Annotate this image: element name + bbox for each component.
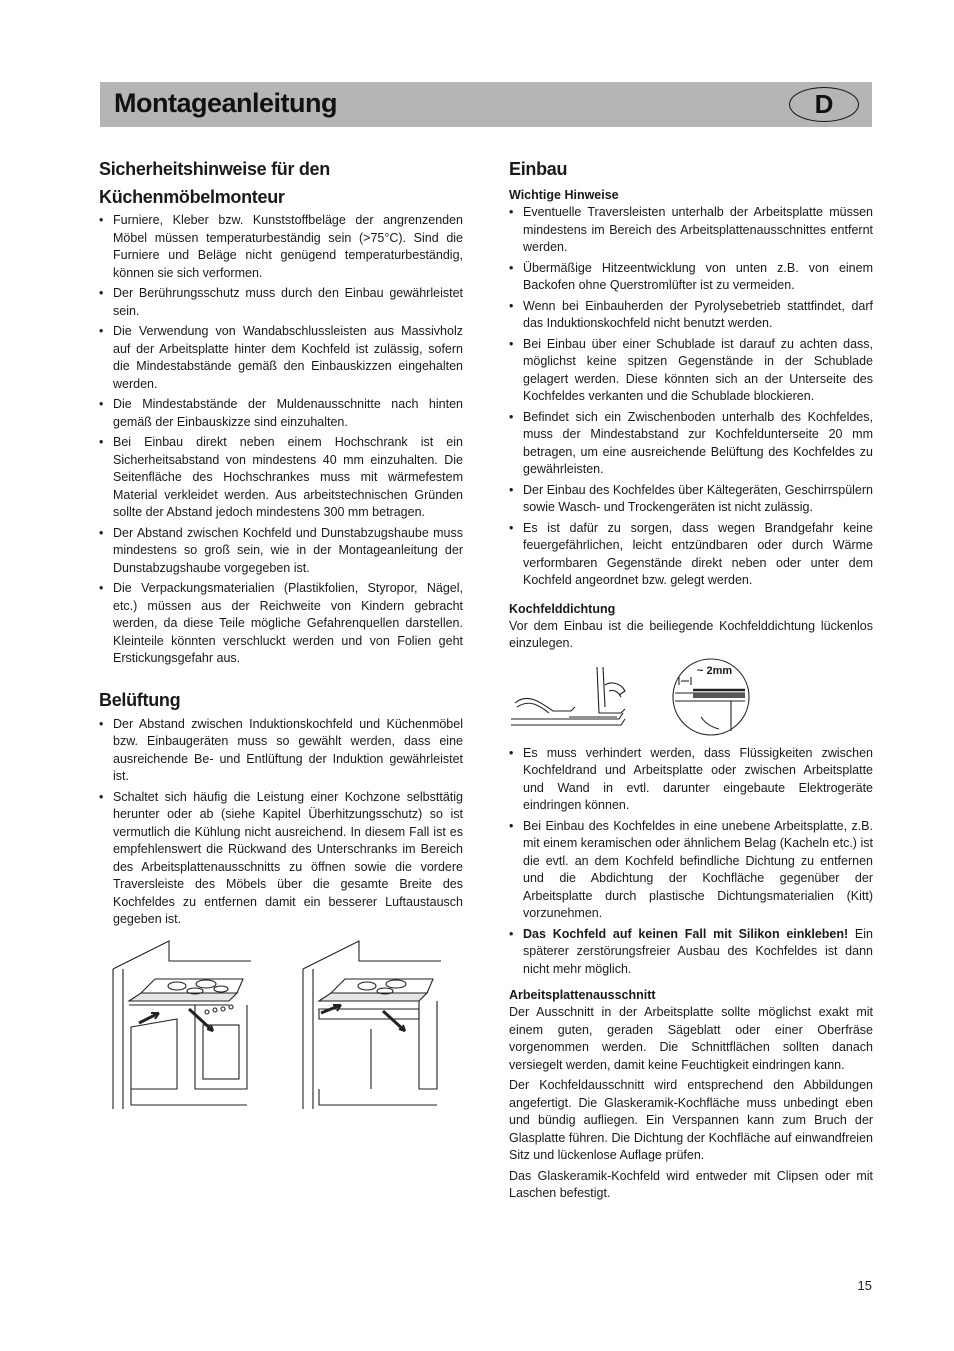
- ventilation-heading: Belüftung: [99, 689, 181, 710]
- cutout-paragraph: Das Glaskeramik-Kochfeld wird entweder mit Clipsen oder mit Laschen befestigt.: [509, 1168, 873, 1200]
- list-item: • Wenn bei Einbauherden der Pyrolysebetrieb stattfindet, darf das Induktionskochfeld nicht benutzt werden.: [509, 298, 873, 333]
- language-badge: D: [789, 87, 859, 122]
- right-column: [509, 155, 873, 1206]
- safety-list: [99, 212, 463, 668]
- list-item: • Die Verwendung von Wandabschlussleisten aus Massivholz auf der Arbeitsplatte hinter dem Kochfeld ist zulässig, sofern die Mindestabstände gemäß den Einbauskizzen eingehalten werden.: [99, 323, 463, 393]
- list-item: • Die Verpackungsmaterialien (Plastikfolien, Styropor, Nägel, etc.) müssen aus der Reichweite von Kindern gebracht werden, da diese Teile mögliche Gefahrenquellen darstellen. Kleinteile könnten verschluckt werden und von Folien geht Erstickungsgefahr aus.: [99, 580, 463, 668]
- oven-ventilation-illustration: [111, 939, 251, 1109]
- list-item: • Der Abstand zwischen Kochfeld und Dunstabzugshaube muss mindestens so groß sein, wie in der Montageanleitung der Dunstabzugshaube vorgegeben ist.: [99, 525, 463, 578]
- left-column: [99, 155, 463, 1109]
- list-item: • Schaltet sich häufig die Leistung einer Kochzone selbsttätig herunter oder ab (siehe Kapitel Überhitzungsschutz) so ist vermutlich die Kühlung nicht ausreichend. In diesem Fall ist es empfehlenswert die Rückwand des Unterschranks im Bereich des Arbeitsplattenausschnitts zu öffnen sowie die vordere Traversleiste des Möbels über die gesamte Breite des Kochfeldes zu entfernen damit ein besserer Luftaustausch gegeben ist.: [99, 789, 463, 929]
- seal-gap-label: ~ 2mm: [697, 664, 733, 677]
- list-item: • Der Abstand zwischen Induktionskochfeld und Küchenmöbel bzw. Einbaugeräten muss so gewählt werden, dass eine ausreichende Be- und Entlüftung der Induktion gewährleistet ist.: [99, 716, 463, 786]
- list-item: • Eventuelle Traversleisten unterhalb der Arbeitsplatte müssen mindestens im Bereich des Arbeitsplattenausschnittes entfernt werden.: [509, 204, 873, 257]
- header-bar: [100, 82, 872, 127]
- seal-notes-list: [509, 745, 873, 979]
- seal-intro: Vor dem Einbau ist die beiliegende Kochfelddichtung lückenlos einzulegen.: [509, 618, 873, 650]
- list-item: • Furniere, Kleber bzw. Kunststoffbeläge der angrenzenden Möbel müssen temperaturbeständig sein (>75°C). Sind die Furniere und Beläge nicht genügend temperaturbeständig, können sie sich verformen.: [99, 212, 463, 282]
- drawer-ventilation-illustration: [301, 939, 441, 1109]
- cutout-paragraph: Der Ausschnitt in der Arbeitsplatte sollte möglichst exakt mit einem guten, geraden Sägeblatt oder einer Oberfräse vorgenommen werden. Die Schnittflächen sollten danach versiegelt werden, damit keine Feuchtigkeit eindringen kann.: [509, 1005, 873, 1072]
- seal-illustrations: [509, 661, 873, 741]
- silicone-warning-detail: Ein späterer zerstörungsfreier Ausbau des Kochfeldes ist dann nicht mehr möglich.: [523, 926, 873, 976]
- cutout-paragraph: Der Kochfeldausschnitt wird entsprechend den Abbildungen angefertigt. Die Glaskeramik-Kochfläche muss unbedingt eben und bündig aufliegen. Ein Verspannen kann zum Bruch der Glasplatte führen. Die Dichtung der Kochfläche auf einwandfreien Sitz und lückenlose Auflage prüfen.: [509, 1078, 873, 1162]
- page-title: Montageanleitung: [114, 88, 337, 118]
- seal-subheading: Kochfelddichtung: [509, 601, 616, 616]
- list-item: • Es muss verhindert werden, dass Flüssigkeiten zwischen Kochfeldrand und Arbeitsplatte oder zwischen Arbeitsplatte und Wand in evtl. darunter eingebaute Elektrogeräte eindringen können.: [509, 745, 873, 815]
- seal-insertion-illustration: [509, 663, 629, 733]
- ventilation-illustrations: [99, 939, 463, 1109]
- list-item: • Bei Einbau direkt neben einem Hochschrank ist ein Sicherheitsabstand von mindestens 40 mm einzuhalten. Die Seitenfläche des Hochschrankes muss mit wärmefestem Material verkleidet werden. Aus arbeitstechnischen Gründen sollte der Abstand jedoch mindestens 300 mm betragen.: [99, 434, 463, 522]
- list-item: • Befindet sich ein Zwischenboden unterhalb des Kochfeldes, muss der Mindestabstand zur Kochfeldunterseite 20 mm betragen, um eine ausreichende Belüftung des Kochfeldes zu gewährleisten.: [509, 409, 873, 479]
- list-item: [509, 926, 873, 979]
- safety-heading: Sicherheitshinweise für den Küchenmöbelmonteur: [99, 159, 330, 207]
- important-notes-subheading: Wichtige Hinweise: [509, 188, 619, 202]
- list-item: • Bei Einbau des Kochfeldes in eine unebene Arbeitsplatte, z.B. mit einem keramischen oder ähnlichem Belag (Kacheln etc.) ist die evtl. an dem Kochfeld befindliche Dichtung zu entfernen und die Abdichtung der Kochfläche gegenüber der Arbeitsplatte durch plastische Dichtungsmaterialien (Kitt) vorzunehmen.: [509, 818, 873, 923]
- list-item: • Es ist dafür zu sorgen, dass wegen Brandgefahr keine feuergefährlichen, leicht entzündbaren oder durch Wärme verformbaren Gegenstände direkt neben oder unter dem Kochfeld angeordnet bzw. gelegt werden.: [509, 520, 873, 590]
- list-item: • Der Einbau des Kochfeldes über Kältegeräten, Geschirrspülern sowie Wasch- und Trockengeräten ist nicht zulässig.: [509, 482, 873, 517]
- ventilation-list: [99, 716, 463, 929]
- important-notes-list: [509, 204, 873, 590]
- page-number: 15: [857, 1278, 872, 1293]
- silicone-warning: Das Kochfeld auf keinen Fall mit Silikon einkleben!: [523, 926, 849, 941]
- list-item: • Bei Einbau über einer Schublade ist darauf zu achten dass, möglichst keine spitzen Gegenstände in der Schublade gelagert werden. Diese könnten sich an der Unterseite des Kochfeldes verkanten und die Schublade blockieren.: [509, 336, 873, 406]
- installation-heading: Einbau: [509, 159, 568, 179]
- cutout-subheading: Arbeitsplattenausschnitt: [509, 988, 656, 1002]
- list-item: • Der Berührungsschutz muss durch den Einbau gewährleistet sein.: [99, 285, 463, 320]
- list-item: • Übermäßige Hitzeentwicklung von unten z.B. von einem Backofen ohne Querstromlüfter ist zu vermeiden.: [509, 260, 873, 295]
- list-item: • Die Mindestabstände der Muldenausschnitte nach hinten gemäß der Einbauskizze sind einzuhalten.: [99, 396, 463, 431]
